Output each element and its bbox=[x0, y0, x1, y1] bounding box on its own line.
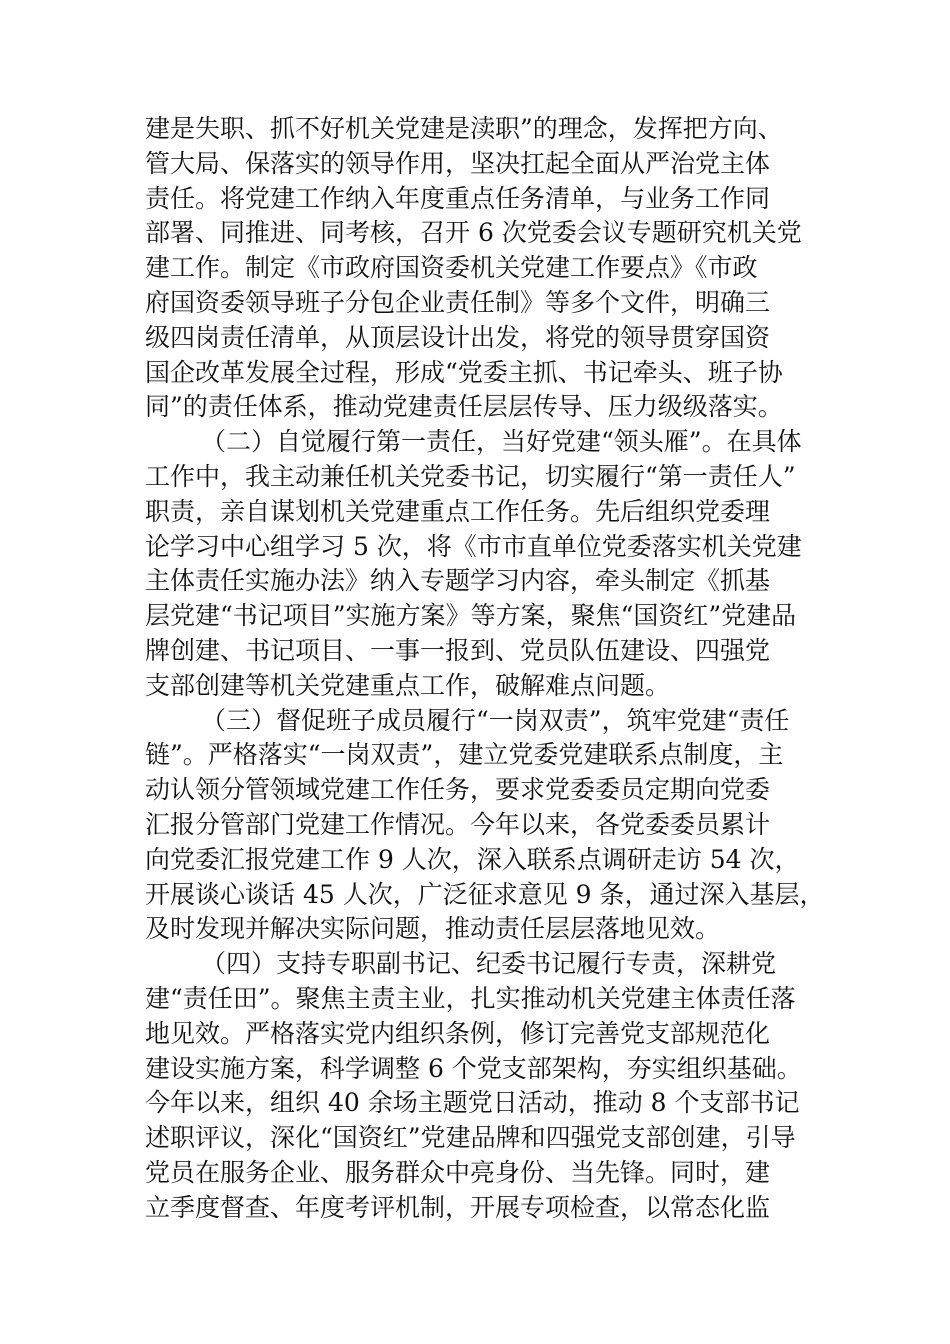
text-line: 党员在服务企业、服务群众中亮身份、当先锋。同时，建 bbox=[145, 1157, 771, 1187]
text-line: 建是失职、抓不好机关党建是渎职”的理念，发挥把方向、 bbox=[145, 114, 783, 143]
text-line: 责任。将党建工作纳入年度重点任务清单，与业务工作同 bbox=[145, 183, 771, 213]
text-line: 建工作。制定《市政府国资委机关党建工作要点》《市政 bbox=[145, 253, 758, 283]
text-line: 部署、同推进、同考核，召开 6 次党委会议专题研究机关党 bbox=[145, 218, 802, 248]
text-line: 及时发现并解决实际问题，推动责任层层落地见效。 bbox=[145, 914, 721, 944]
text-line: 主体责任实施办法》纳入专题学习内容，牵头制定《抓基 bbox=[145, 566, 771, 596]
text-line: 府国资委领导班子分包企业责任制》等多个文件，明确三 bbox=[145, 287, 771, 317]
text-line: 工作中，我主动兼任机关党委书记，切实履行“第一责任人” bbox=[145, 461, 796, 491]
text-line: 建“责任田”。聚焦主责主业，扎实推动机关党建主体责任落 bbox=[145, 983, 796, 1013]
text-line: 链”。严格落实“一岗双责”，建立党委党建联系点制度，主 bbox=[145, 740, 784, 770]
text-line: 管大局、保落实的领导作用，坚决扛起全面从严治党主体 bbox=[145, 148, 771, 178]
text-line: 汇报分管部门党建工作情况。今年以来，各党委委员累计 bbox=[145, 809, 771, 839]
text-line: 职责，亲自谋划机关党建重点工作任务。先后组织党委理 bbox=[145, 496, 771, 526]
text-line: 动认领分管领域党建工作任务，要求党委委员定期向党委 bbox=[145, 775, 771, 805]
text-line: 地见效。严格落实党内组织条例，修订完善党支部规范化 bbox=[145, 1018, 771, 1048]
text-line: 开展谈心谈话 45 人次，广泛征求意见 9 条，通过深入基层， bbox=[145, 879, 825, 909]
section-heading-4: （四）支持专职副书记、纪委书记履行专责，深耕党 bbox=[201, 949, 777, 979]
text-line: 级四岗责任清单，从顶层设计出发，将党的领导贯穿国资 bbox=[145, 322, 771, 352]
text-line: 层党建“书记项目”实施方案》等方案，聚焦“国资红”党建品 bbox=[145, 601, 797, 631]
text-line: 述职评议，深化“国资红”党建品牌和四强党支部创建，引导 bbox=[145, 1123, 796, 1153]
text-line: 牌创建、书记项目、一事一报到、党员队伍建设、四强党 bbox=[145, 635, 771, 665]
section-heading-2: （二）自觉履行第一责任，当好党建“领头雁”。在具体 bbox=[201, 427, 802, 457]
text-line: 向党委汇报党建工作 9 人次，深入联系点调研走访 54 次， bbox=[145, 844, 800, 874]
text-line: 国企改革发展全过程，形成“党委主抓、书记牵头、班子协 bbox=[145, 357, 783, 387]
text-line: 同”的责任体系，推动党建责任层层传导、压力级级落实。 bbox=[145, 392, 783, 422]
section-heading-3: （三）督促班子成员履行“一岗双责”，筑牢党建“责任 bbox=[201, 705, 790, 735]
text-line: 支部创建等机关党建重点工作，破解难点问题。 bbox=[145, 670, 671, 700]
body-text bbox=[145, 112, 835, 1226]
text-line: 建设实施方案，科学调整 6 个党支部架构，夯实组织基础。 bbox=[145, 1053, 802, 1083]
text-line: 论学习中心组学习 5 次，将《市市直单位党委落实机关党建 bbox=[145, 531, 802, 561]
text-line: 今年以来，组织 40 余场主题党日活动，推动 8 个支部书记 bbox=[145, 1088, 800, 1118]
text-line: 立季度督查、年度考评机制，开展专项检查，以常态化监 bbox=[145, 1192, 771, 1222]
